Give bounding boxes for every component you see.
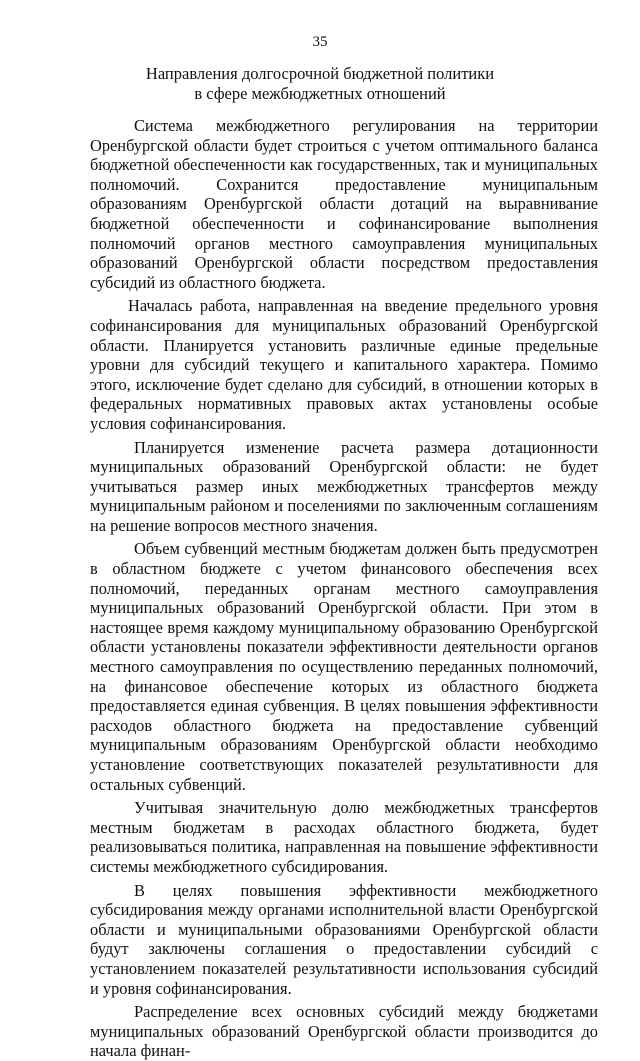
paragraph-1: Система межбюджетного регулирования на территории Оренбургской области будет строиться с учетом оптимального баланса бюджетной обеспеченности как государственных, так и муниципальных полномочий. Сохранится предоставление муниципальным образованиям Оренбургской области дотаций на выравнивание бюджетной обеспеченности и софинансирование выполнения полномочий органов местного самоуправления муниципальных образований Оренбургской области посредством предоставления субсидий из областного бюджета. — [90, 116, 598, 292]
paragraph-4: Объем субвенций местным бюджетам должен быть предусмотрен в областном бюджете с учетом финансового обеспечения всех полномочий, переданных органам местного самоуправления муниципальных образований Оренбургской области. При этом в настоящее время каждому муниципальному образованию Оренбургской области установлены показатели эффективности деятельности органов местного самоуправления по осуществлению переданных полномочий, на финансовое обеспечение которых из областного бюджета предоставляется единая субвенция. В целях повышения эффективности расходов областного бюджета на предоставление субвенций муниципальным образованиям Оренбургской области необходимо установление соответствующих показателей результативности для остальных субвенций. — [90, 539, 598, 794]
page-number: 35 — [312, 34, 328, 50]
section-title — [0, 64, 640, 104]
paragraph-2: Началась работа, направленная на введение предельного уровня софинансирования для муниципальных образований Оренбургской области. Планируется установить различные единые предельные уровни для субсидий текущего и капитального характера. Помимо этого, исключение будет сделано для субсидий, в отношении которых в федеральных нормативных правовых актах установлены особые условия софинансирования. — [90, 296, 598, 433]
section-title-line-2: в сфере межбюджетных отношений — [194, 84, 446, 103]
paragraph-3: Планируется изменение расчета размера дотационности муниципальных образований Оренбургской области: не будет учитываться размер иных межбюджетных трансфертов между муниципальным районом и поселениями по заключенным соглашениям на решение вопросов местного значения. — [90, 437, 598, 535]
body-text — [90, 116, 598, 1061]
paragraph-7: Распределение всех основных субсидий между бюджетами муниципальных образований Оренбургской области производится до начала финан- — [90, 1002, 598, 1061]
paragraph-6: В целях повышения эффективности межбюджетного субсидирования между органами исполнительной власти Оренбургской области и муниципальными образованиями Оренбургской области будут заключены соглашения о предоставлении субсидий с установлением показателей результативности использования субсидий и уровня софинансирования. — [90, 880, 598, 998]
section-title-line-1: Направления долгосрочной бюджетной политики — [145, 64, 495, 83]
paragraph-5: Учитывая значительную долю межбюджетных трансфертов местным бюджетам в расходах областного бюджета, будет реализовываться политика, направленная на повышение эффективности системы межбюджетного субсидирования. — [90, 798, 598, 876]
